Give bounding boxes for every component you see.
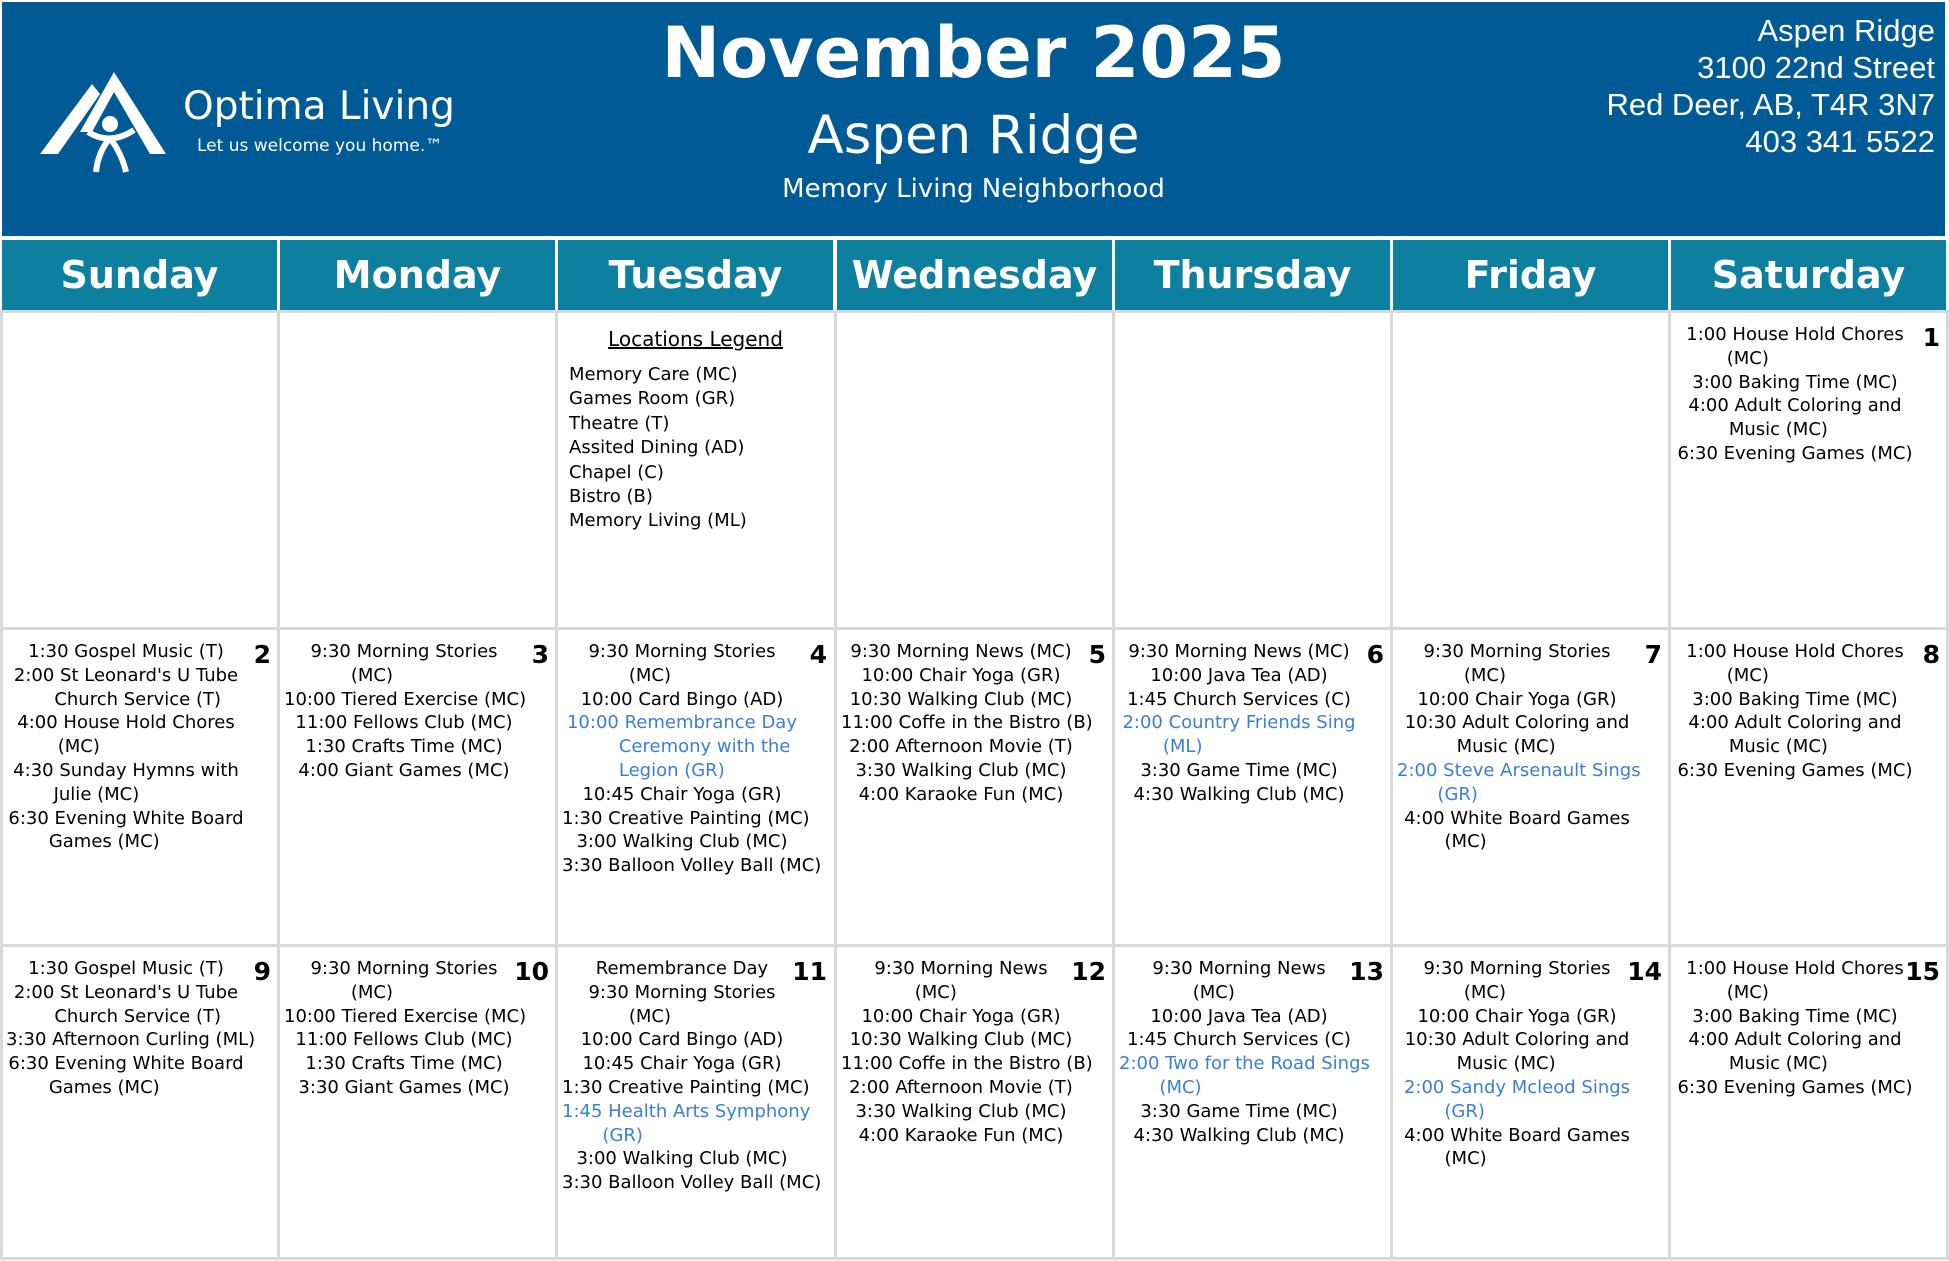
event-line: 10:00 Remembrance Day [566, 712, 797, 734]
event-item [558, 711, 833, 782]
grid-line [0, 310, 1949, 313]
event-line-continued: (MC) [1192, 981, 1235, 1003]
header-banner [2, 2, 1945, 236]
event-line: 4:00 Giant Games (MC) [298, 759, 510, 781]
event-item [1393, 807, 1668, 855]
event-line: 2:00 Afternoon Movie (T) [849, 736, 1073, 758]
event-line: 10:00 Tiered Exercise (MC) [284, 688, 527, 710]
event-item [280, 1028, 555, 1052]
event-item [1671, 711, 1946, 759]
event-line-continued: (MC) [628, 664, 672, 686]
phone-number: 403 341 5522 [1745, 124, 1935, 159]
event-line: 2:00 St Leonard's U Tube [13, 664, 239, 686]
event-line: 9:30 Morning Stories [588, 641, 776, 662]
event-item [1671, 1076, 1946, 1100]
event-line: 10:00 Card Bingo (AD) [580, 688, 784, 710]
event-line: 3:30 Game Time (MC) [1140, 1100, 1338, 1122]
event-item [1393, 711, 1668, 759]
event-item [558, 807, 833, 831]
day-number: 1 [1922, 323, 1940, 352]
month-title: November 2025 [661, 12, 1286, 94]
event-line-continued: (MC) [1444, 1148, 1487, 1170]
event-item [558, 1076, 833, 1100]
event-item [558, 1171, 833, 1195]
grid-line [1390, 310, 1393, 1260]
event-line: 10:00 Chair Yoga (GR) [1417, 688, 1617, 710]
legend-item: Games Room (GR) [569, 388, 736, 410]
event-line: 4:00 Karaoke Fun (MC) [858, 783, 1064, 805]
event-item [558, 783, 833, 807]
event-item [837, 1028, 1112, 1052]
event-item [558, 830, 833, 854]
event-item [1115, 783, 1390, 807]
event-line-continued: (MC) [628, 1005, 672, 1027]
event-list [1115, 957, 1390, 1147]
event-item [280, 640, 555, 688]
event-item [1115, 711, 1390, 759]
event-item [1393, 688, 1668, 712]
event-line: 10:45 Chair Yoga (GR) [582, 1053, 782, 1075]
day-cell [837, 630, 1112, 944]
event-line: 10:30 Adult Coloring and [1404, 1029, 1630, 1051]
event-line: 1:00 House Hold Chores [1686, 641, 1904, 662]
event-line: 6:30 Evening White Board [8, 807, 244, 829]
event-line: 1:30 Creative Painting (MC) [562, 1076, 810, 1098]
event-line-continued: (MC) [1726, 981, 1769, 1003]
event-item [1671, 442, 1946, 466]
event-line: 2:00 Afternoon Movie (T) [849, 1076, 1073, 1098]
event-line: 4:00 Karaoke Fun (MC) [858, 1124, 1064, 1146]
event-list [280, 640, 555, 783]
event-line: 3:30 Game Time (MC) [1140, 759, 1338, 781]
logo-tagline: Let us welcome you home.™ [197, 136, 443, 156]
day-number: 15 [1905, 957, 1940, 986]
event-item [1115, 1005, 1390, 1029]
event-line-continued: Games (MC) [48, 831, 160, 853]
event-line: Remembrance Day [595, 958, 769, 979]
event-list [1393, 640, 1668, 854]
event-line: 3:00 Baking Time (MC) [1692, 371, 1898, 393]
event-item [280, 957, 555, 1005]
event-list [1671, 323, 1946, 466]
legend-list [569, 363, 747, 534]
event-line: 10:00 Java Tea (AD) [1150, 664, 1328, 686]
legend-item: Memory Living (ML) [569, 510, 747, 532]
event-item [1671, 1005, 1946, 1029]
event-item [2, 1052, 277, 1100]
event-item [2, 759, 277, 807]
day-cell [558, 630, 833, 944]
event-line: 9:30 Morning Stories [310, 958, 498, 979]
event-item [1393, 1076, 1668, 1124]
event-line-continued: (GR) [602, 1124, 643, 1146]
event-line: 2:00 Steve Arsenault Sings [1397, 759, 1641, 781]
event-line-continued: Julie (MC) [53, 783, 140, 805]
event-item [1115, 1028, 1390, 1052]
day-cell [558, 947, 833, 1261]
event-line-continued: Legion (GR) [618, 759, 725, 781]
event-item [1393, 1028, 1668, 1076]
event-item [1393, 1124, 1668, 1172]
event-line: 1:45 Church Services (C) [1127, 688, 1351, 710]
event-item [837, 1052, 1112, 1076]
day-cell [2, 630, 277, 944]
grid-line [277, 310, 280, 1260]
event-item [1115, 1052, 1390, 1100]
event-line: 4:00 Adult Coloring and [1688, 395, 1902, 417]
day-cell [1671, 313, 1946, 627]
event-line: 6:30 Evening Games (MC) [1677, 442, 1913, 464]
event-line-continued: (GR) [1444, 1100, 1485, 1122]
event-item [1115, 640, 1390, 664]
event-item [837, 783, 1112, 807]
event-item [837, 759, 1112, 783]
day-cell [2, 947, 277, 1261]
day-cell [837, 313, 1112, 627]
grid-line [0, 944, 1949, 947]
event-item [558, 981, 833, 1029]
event-item [1393, 759, 1668, 807]
event-item [837, 640, 1112, 664]
event-line: 4:00 Adult Coloring and [1688, 1029, 1902, 1051]
event-line: 4:30 Sunday Hymns with [13, 759, 239, 781]
event-item [558, 854, 833, 878]
event-line-continued: Church Service (T) [54, 688, 222, 710]
event-item [558, 1147, 833, 1171]
event-item [280, 1052, 555, 1076]
neighborhood-name: Memory Living Neighborhood [782, 174, 1165, 204]
event-line: 4:00 White Board Games [1404, 1124, 1630, 1146]
event-item [1671, 1028, 1946, 1076]
legend-item: Chapel (C) [569, 461, 664, 483]
event-line-continued: Games (MC) [48, 1076, 160, 1098]
event-line: 3:30 Giant Games (MC) [298, 1076, 510, 1098]
event-line: 1:45 Church Services (C) [1127, 1029, 1351, 1051]
legend-item: Memory Care (MC) [569, 364, 738, 385]
day-number: 13 [1349, 957, 1384, 986]
event-line: 10:30 Adult Coloring and [1404, 712, 1630, 734]
event-list [280, 957, 555, 1100]
event-item [280, 759, 555, 783]
logo-name: Optima Living [183, 84, 455, 129]
day-number: 4 [809, 640, 827, 669]
event-list [2, 640, 277, 854]
event-item [837, 1076, 1112, 1100]
event-item [280, 711, 555, 735]
event-line: 3:30 Balloon Volley Ball (MC) [562, 855, 822, 877]
event-item [1671, 394, 1946, 442]
event-line-continued: Music (MC) [1728, 419, 1828, 441]
event-item [837, 688, 1112, 712]
event-list [558, 640, 833, 878]
event-line-continued: Music (MC) [1456, 1053, 1556, 1075]
event-item [1671, 759, 1946, 783]
event-line: 2:00 Sandy Mcleod Sings [1403, 1076, 1631, 1098]
event-line-continued: (MC) [1444, 831, 1487, 853]
legend-item: Assited Dining (AD) [569, 437, 745, 459]
event-item [2, 664, 277, 712]
event-line-continued: (MC) [1159, 1076, 1202, 1098]
event-line: 11:00 Fellows Club (MC) [295, 712, 513, 734]
event-line-continued: (MC) [1726, 664, 1769, 686]
day-number: 6 [1366, 640, 1384, 669]
event-line-continued: (ML) [1162, 736, 1203, 758]
day-number: 8 [1922, 640, 1940, 669]
event-line: 1:30 Gospel Music (T) [28, 641, 224, 662]
event-line: 9:30 Morning Stories [588, 981, 776, 1003]
weekday-header-saturday: Saturday [1671, 240, 1946, 310]
weekday-header-tuesday: Tuesday [558, 240, 833, 310]
event-item [280, 688, 555, 712]
event-line: 9:30 Morning News (MC) [850, 641, 1072, 662]
weekday-header-wednesday: Wednesday [837, 240, 1112, 310]
event-item [280, 1076, 555, 1100]
day-number: 3 [531, 640, 549, 669]
event-list [558, 957, 833, 1195]
event-line: 10:45 Chair Yoga (GR) [582, 783, 782, 805]
event-line: 1:45 Health Arts Symphony [562, 1100, 811, 1122]
event-line: 6:30 Evening White Board [8, 1053, 244, 1075]
event-line-continued: (MC) [350, 664, 394, 686]
event-item [558, 1100, 833, 1148]
day-cell [280, 313, 555, 627]
grid-line [555, 310, 558, 1260]
address-line: Red Deer, AB, T4R 3N7 [1606, 87, 1935, 122]
event-line: 6:30 Evening Games (MC) [1677, 759, 1913, 781]
event-item [837, 664, 1112, 688]
event-line-continued: (MC) [914, 981, 957, 1003]
event-item [1671, 688, 1946, 712]
day-number: 14 [1627, 957, 1662, 986]
event-item [837, 735, 1112, 759]
holiday-note [558, 957, 833, 981]
event-item [2, 957, 277, 981]
day-cell [558, 313, 833, 627]
event-line-continued: Music (MC) [1728, 736, 1828, 758]
event-item [1671, 640, 1946, 688]
event-item [1115, 688, 1390, 712]
day-cell [1671, 947, 1946, 1261]
event-line: 10:00 Chair Yoga (GR) [1417, 1005, 1617, 1027]
event-line: 1:00 House Hold Chores [1686, 958, 1904, 979]
event-line: 1:30 Crafts Time (MC) [305, 736, 503, 758]
event-line: 2:00 Country Friends Sing [1122, 712, 1356, 734]
day-cell [2, 313, 277, 627]
event-item [2, 1028, 277, 1052]
day-number: 10 [514, 957, 549, 986]
event-line: 3:30 Balloon Volley Ball (MC) [562, 1172, 822, 1194]
event-line: 9:30 Morning News [1152, 958, 1326, 979]
day-cell [1115, 313, 1390, 627]
event-line-continued: (GR) [1437, 783, 1478, 805]
event-item [2, 711, 277, 759]
day-number: 2 [253, 640, 271, 669]
event-item [558, 640, 833, 688]
grid-line [1668, 310, 1671, 1260]
day-number: 12 [1071, 957, 1106, 986]
event-item [280, 735, 555, 759]
weekday-header-thursday: Thursday [1115, 240, 1390, 310]
event-line: 1:00 House Hold Chores [1686, 324, 1904, 345]
event-list [2, 957, 277, 1100]
day-cell [1393, 313, 1668, 627]
weekday-header-row [2, 240, 1947, 310]
event-item [1115, 957, 1390, 1005]
event-line: 1:30 Gospel Music (T) [28, 958, 224, 979]
event-item [1393, 957, 1668, 1005]
event-line-continued: Music (MC) [1728, 1053, 1828, 1075]
event-list [1115, 640, 1390, 807]
event-line: 4:30 Walking Club (MC) [1133, 1124, 1345, 1146]
event-list [837, 957, 1112, 1147]
event-line: 3:30 Walking Club (MC) [855, 759, 1067, 781]
event-line: 4:30 Walking Club (MC) [1133, 783, 1345, 805]
event-item [1115, 1100, 1390, 1124]
grid-line [0, 310, 3, 1260]
event-list [837, 640, 1112, 807]
legend-item: Theatre (T) [569, 412, 670, 434]
event-item [1393, 640, 1668, 688]
event-line: 3:30 Walking Club (MC) [855, 1100, 1067, 1122]
event-item [2, 981, 277, 1029]
address-line: Aspen Ridge [1757, 13, 1935, 48]
day-cell [837, 947, 1112, 1261]
event-line: 9:30 Morning Stories [1423, 641, 1611, 662]
grid-line [0, 627, 1949, 630]
event-line-continued: (MC) [350, 981, 394, 1003]
event-line-continued: (MC) [57, 736, 100, 758]
event-line: 10:00 Chair Yoga (GR) [861, 1005, 1061, 1027]
event-item [837, 1100, 1112, 1124]
event-line: 4:00 White Board Games [1404, 807, 1630, 829]
event-line: 3:00 Baking Time (MC) [1692, 1005, 1898, 1027]
weekday-header-sunday: Sunday [2, 240, 277, 310]
event-line: 4:00 Adult Coloring and [1688, 712, 1902, 734]
grid-line [834, 310, 837, 1260]
day-cell [280, 630, 555, 944]
event-line: 3:00 Baking Time (MC) [1692, 688, 1898, 710]
event-line: 9:30 Morning Stories [1423, 958, 1611, 979]
event-line: 9:30 Morning Stories [310, 641, 498, 662]
event-line-continued: (MC) [1463, 664, 1507, 686]
legend-title: Locations Legend [608, 327, 783, 351]
event-line: 10:00 Chair Yoga (GR) [861, 664, 1061, 686]
day-number: 7 [1644, 640, 1662, 669]
event-item [837, 957, 1112, 1005]
event-item [558, 1028, 833, 1052]
day-cell [1393, 630, 1668, 944]
event-line: 9:30 Morning News [874, 958, 1048, 979]
event-line: 10:00 Card Bingo (AD) [580, 1029, 784, 1051]
event-line: 10:30 Walking Club (MC) [849, 688, 1073, 710]
day-cell [1393, 947, 1668, 1261]
address-line: 3100 22nd Street [1697, 50, 1935, 85]
event-line-continued: Music (MC) [1456, 736, 1556, 758]
event-item [1115, 759, 1390, 783]
event-item [280, 1005, 555, 1029]
event-item [837, 711, 1112, 735]
event-item [1671, 371, 1946, 395]
event-item [1671, 323, 1946, 371]
event-item [1115, 664, 1390, 688]
event-line-continued: (MC) [1726, 347, 1769, 369]
event-line: 9:30 Morning News (MC) [1128, 641, 1350, 662]
event-line: 1:30 Creative Painting (MC) [562, 807, 810, 829]
day-number: 11 [792, 957, 827, 986]
event-item [558, 688, 833, 712]
event-line: 4:00 House Hold Chores [17, 712, 235, 734]
event-item [2, 640, 277, 664]
weekday-header-monday: Monday [280, 240, 555, 310]
day-cell [1115, 630, 1390, 944]
event-list [1393, 957, 1668, 1171]
event-line: 10:00 Java Tea (AD) [1150, 1005, 1328, 1027]
event-item [2, 807, 277, 855]
event-item [1393, 1005, 1668, 1029]
day-number: 9 [253, 957, 271, 986]
legend-item: Bistro (B) [569, 486, 653, 508]
event-line: 1:30 Crafts Time (MC) [305, 1053, 503, 1075]
event-line: 2:00 Two for the Road Sings [1119, 1053, 1370, 1075]
grid-line [1112, 310, 1115, 1260]
event-item [1115, 1124, 1390, 1148]
event-line: 6:30 Evening Games (MC) [1677, 1076, 1913, 1098]
event-line: 2:00 St Leonard's U Tube [13, 981, 239, 1003]
event-item [837, 1005, 1112, 1029]
event-line: 3:30 Afternoon Curling (ML) [6, 1029, 256, 1051]
address-block [1606, 12, 1935, 160]
community-name: Aspen Ridge [807, 105, 1140, 166]
event-item [1671, 957, 1946, 1005]
day-number: 5 [1088, 640, 1106, 669]
event-line-continued: Church Service (T) [54, 1005, 222, 1027]
event-item [558, 1052, 833, 1076]
event-list [1671, 957, 1946, 1100]
event-line: 10:00 Tiered Exercise (MC) [284, 1005, 527, 1027]
event-line-continued: (MC) [1463, 981, 1507, 1003]
event-line-continued: Ceremony with the [618, 736, 791, 758]
event-item [837, 1124, 1112, 1148]
event-line: 11:00 Coffe in the Bistro (B) [841, 712, 1093, 734]
day-cell [1671, 630, 1946, 944]
event-line: 10:30 Walking Club (MC) [849, 1029, 1073, 1051]
event-line: 3:00 Walking Club (MC) [576, 831, 788, 853]
event-line: 3:00 Walking Club (MC) [576, 1148, 788, 1170]
day-cell [1115, 947, 1390, 1261]
event-list [1671, 640, 1946, 783]
day-cell [280, 947, 555, 1261]
weekday-header-friday: Friday [1393, 240, 1668, 310]
event-line: 11:00 Fellows Club (MC) [295, 1029, 513, 1051]
event-line: 11:00 Coffe in the Bistro (B) [841, 1053, 1093, 1075]
